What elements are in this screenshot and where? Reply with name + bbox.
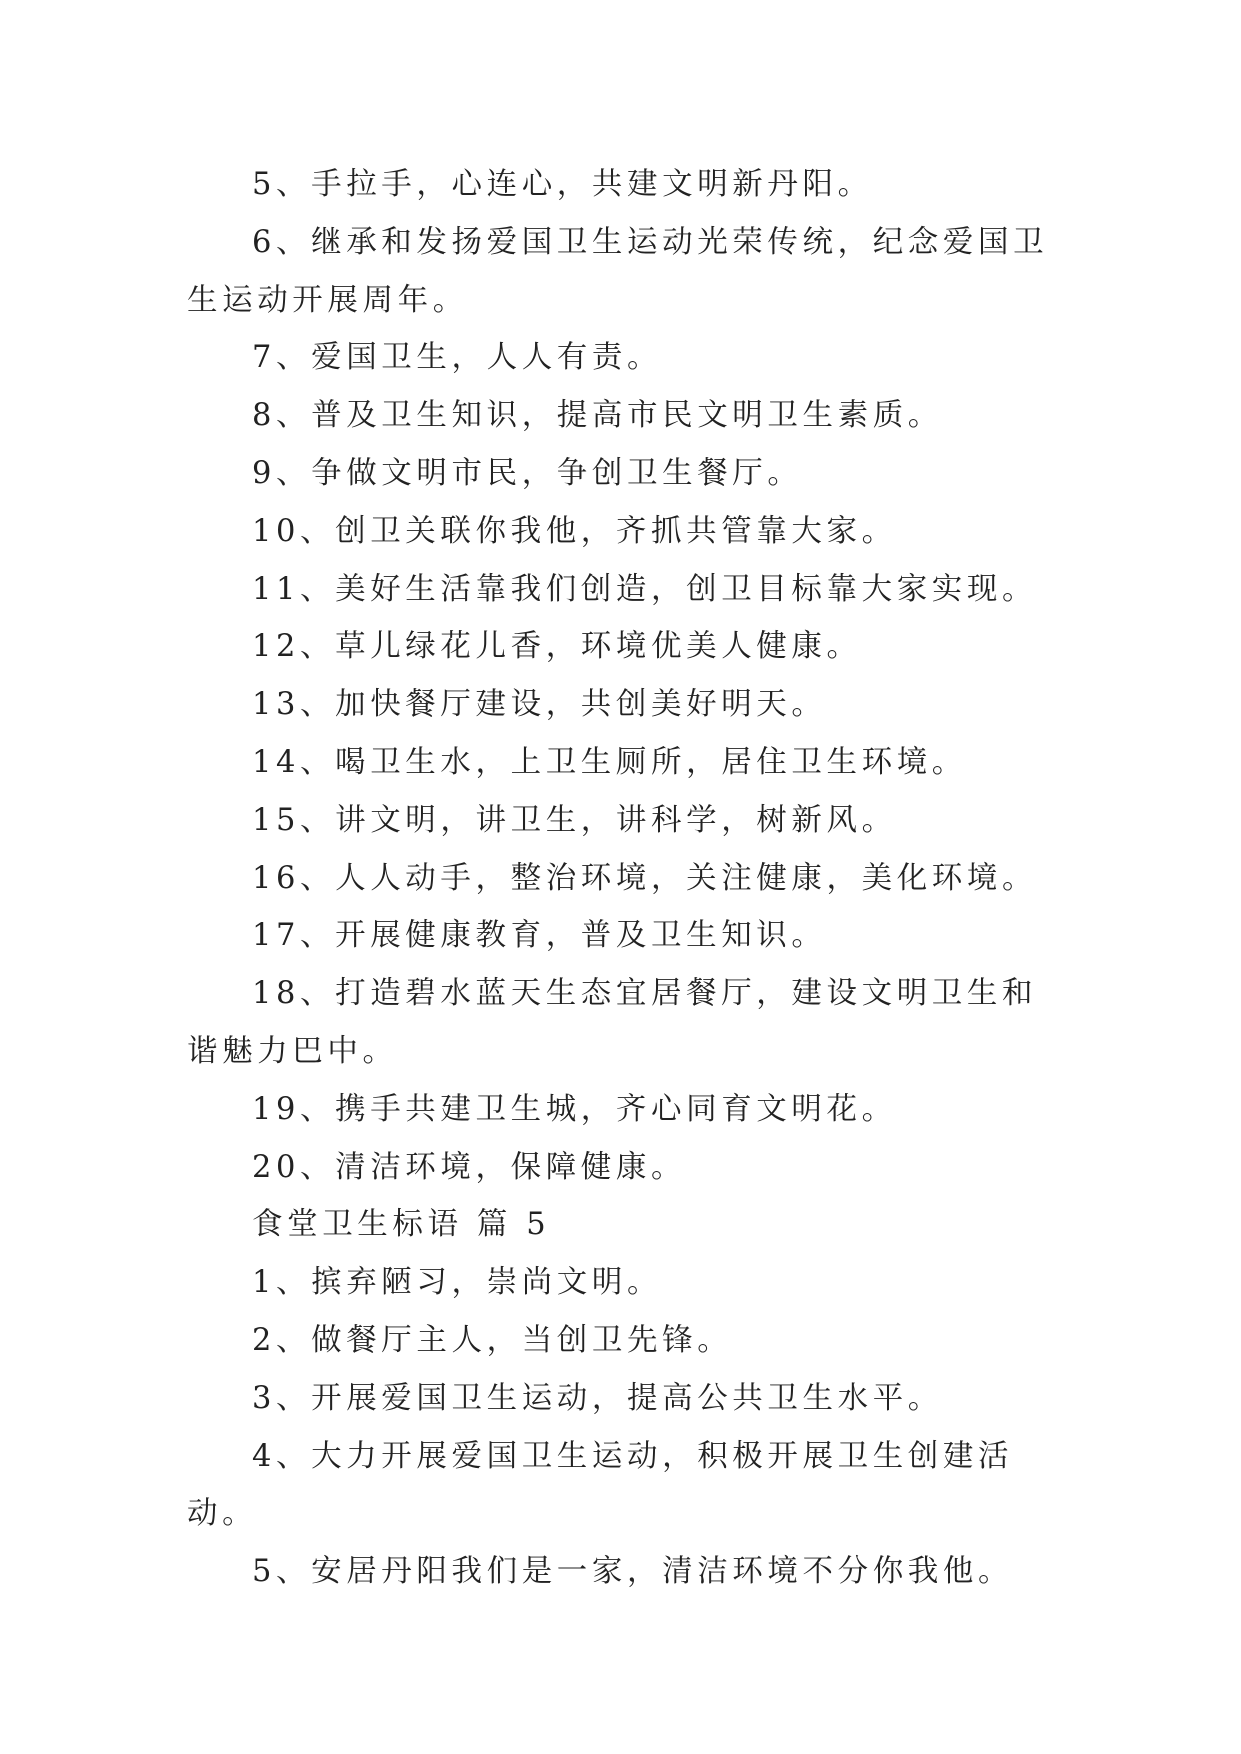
slogan-line: 1、摈弃陋习，崇尚文明。 (252, 1265, 663, 1301)
slogan-line: 17、开展健康教育，普及卫生知识。 (252, 918, 827, 954)
slogan-line: 19、携手共建卫生城，齐心同育文明花。 (252, 1091, 897, 1127)
slogan-line: 20、清洁环境，保障健康。 (252, 1149, 687, 1185)
slogan-line: 16、人人动手，整治环境，关注健康，美化环境。 (252, 860, 1038, 896)
slogan-line: 5、手拉手，心连心，共建文明新丹阳。 (252, 167, 873, 202)
slogan-line: 4、大力开展爱国卫生运动，积极开展卫生创建活动。 (187, 1438, 1014, 1532)
slogan-line: 5、安居丹阳我们是一家，清洁环境不分你我他。 (252, 1554, 1014, 1590)
slogan-line: 13、加快餐厅建设，共创美好明天。 (252, 687, 827, 723)
slogan-line: 9、争做文明市民，争创卫生餐厅。 (252, 455, 803, 491)
slogan-line: 6、继承和发扬爱国卫生运动光荣传统，纪念爱国卫生运动开展周年。 (187, 224, 1049, 318)
slogan-line: 15、讲文明，讲卫生，讲科学，树新风。 (252, 802, 897, 838)
slogan-line: 7、爱国卫生，人人有责。 (252, 340, 663, 376)
slogan-line: 3、开展爱国卫生运动，提高公共卫生水平。 (252, 1380, 943, 1416)
slogan-line: 18、打造碧水蓝天生态宜居餐厅，建设文明卫生和谐魅力巴中。 (187, 976, 1038, 1069)
slogan-line: 8、普及卫生知识，提高市民文明卫生素质。 (252, 398, 943, 434)
document-body (187, 156, 1059, 1601)
slogan-line: 14、喝卫生水，上卫生厕所，居住卫生环境。 (252, 744, 967, 780)
slogan-line: 11、美好生活靠我们创造，创卫目标靠大家实现。 (252, 571, 1038, 607)
section-heading: 食堂卫生标语 篇 5 (252, 1207, 551, 1243)
slogan-line: 12、草儿绿花儿香，环境优美人健康。 (252, 629, 862, 665)
slogan-line: 2、做餐厅主人，当创卫先锋。 (252, 1322, 733, 1358)
slogan-line: 10、创卫关联你我他，齐抓共管靠大家。 (252, 513, 897, 549)
